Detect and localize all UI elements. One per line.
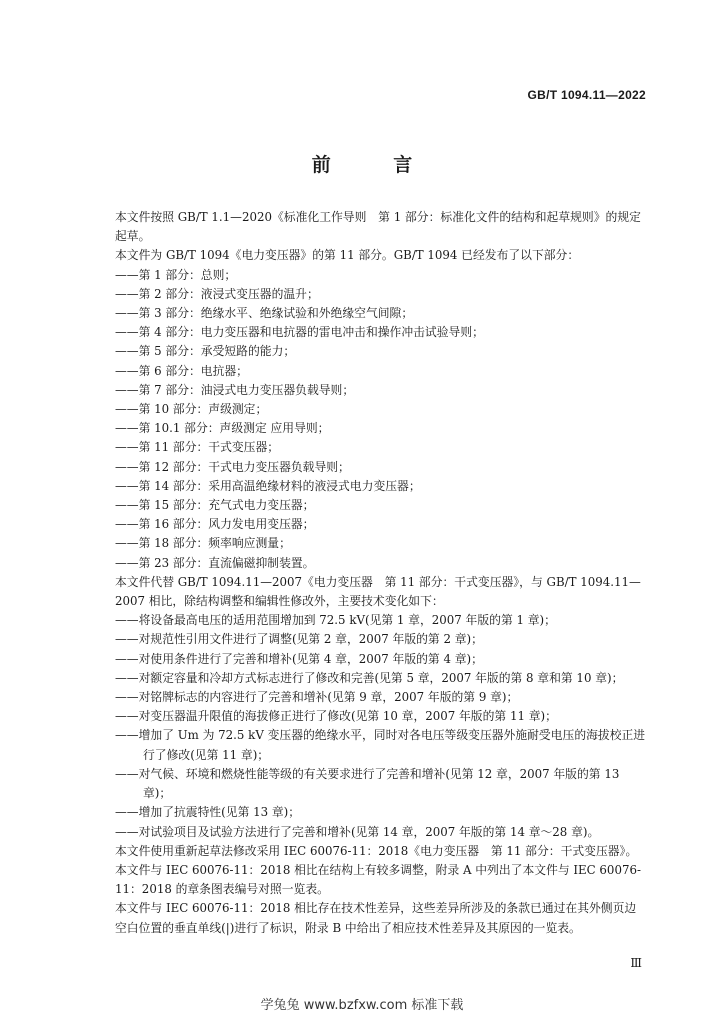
list-item-part: ——第 15 部分：充气式电力变压器； xyxy=(115,498,315,513)
list-item-change: ——对气候、环境和燃烧性能等级的有关要求进行了完善和增补(见第 12 章，2007 年版的第 13 章)； xyxy=(115,766,620,801)
list-item-part: ——第 18 部分：频率响应测量； xyxy=(115,536,291,551)
paragraph-iec-adoption: 本文件使用重新起草法修改采用 IEC 60076-11：2018《电力变压器 第 11 部分：干式变压器》。 xyxy=(115,843,638,858)
paragraph-structure-differences: 本文件与 IEC 60076-11：2018 相比在结构上有较多调整，附录 A 中列出了本文件与 IEC 60076-11：2018 的章条图表编号对照一览表。 xyxy=(115,862,641,897)
document-body xyxy=(115,208,647,938)
list-item-change: ——将设备最高电压的适用范围增加到 72.5 kV(见第 1 章，2007 年版的第 1 章)； xyxy=(115,613,556,628)
list-item-change: ——对额定容量和冷却方式标志进行了修改和完善(见第 5 章，2007 年版的第 8 章和第 10 章)； xyxy=(115,670,624,685)
list-item-change: ——对变压器温升限值的海拔修正进行了修改(见第 10 章，2007 年版的第 11 章)； xyxy=(115,709,557,724)
paragraph-technical-differences: 本文件与 IEC 60076-11：2018 相比存在技术性差异，这些差异所涉及的条款已通过在其外侧页边空白位置的垂直单线(|)进行了标识，附录 B 中给出了相应技术性差异及其原因的一览表。 xyxy=(115,901,637,935)
list-item-change: ——对规范性引用文件进行了调整(见第 2 章，2007 年版的第 2 章)； xyxy=(115,632,483,647)
footer-watermark: 学兔兔 www.bzfxw.com 标准下载 xyxy=(260,998,464,1013)
list-item-part: ——第 23 部分：直流偏磁抑制装置。 xyxy=(115,555,315,570)
list-item-part: ——第 12 部分：干式电力变压器负载导则； xyxy=(115,459,350,474)
page-title: 前 言 xyxy=(311,154,441,176)
page-number: Ⅲ xyxy=(630,956,642,970)
list-item-part: ——第 6 部分：电抗器； xyxy=(115,363,248,378)
list-item-part: ——第 10.1 部分：声级测定 应用导则； xyxy=(115,421,330,436)
list-item-change: ——对铭牌标志的内容进行了完善和增补(见第 9 章，2007 年版的第 9 章)； xyxy=(115,690,519,705)
list-item-part: ——第 1 部分：总则； xyxy=(115,267,237,282)
paragraph-drafting-rules: 本文件按照 GB/T 1.1—2020《标准化工作导则 第 1 部分：标准化文件的结构和起草规则》的规定起草。 xyxy=(115,210,641,244)
list-item-part: ——第 16 部分：风力发电用变压器； xyxy=(115,517,315,532)
list-item-part: ——第 11 部分：干式变压器； xyxy=(115,440,280,455)
list-item-change: ——增加了 Um 为 72.5 kV 变压器的绝缘水平，同时对各电压等级变压器外施耐受电压的海拔校正进行了修改(见第 11 章)； xyxy=(115,728,646,762)
list-item-part: ——第 3 部分：绝缘水平、绝缘试验和外绝缘空气间隙； xyxy=(115,306,414,321)
list-item-part: ——第 10 部分：声级测定； xyxy=(115,402,268,417)
paragraph-replacement: 本文件代替 GB/T 1094.11—2007《电力变压器 第 11 部分：干式变压器》，与 GB/T 1094.11—2007 相比，除结构调整和编辑性修改外，主要技术变化如下： xyxy=(115,574,641,609)
list-item-part: ——第 4 部分：电力变压器和电抗器的雷电冲击和操作冲击试验导则； xyxy=(115,325,484,340)
list-item-change: ——增加了抗震特性(见第 13 章)； xyxy=(115,805,301,820)
list-item-part: ——第 2 部分：液浸式变压器的温升； xyxy=(115,286,319,301)
list-item-part: ——第 14 部分：采用高温绝缘材料的液浸式电力变压器； xyxy=(115,478,421,493)
list-item-change: ——对使用条件进行了完善和增补(见第 4 章，2007 年版的第 4 章)； xyxy=(115,651,483,666)
paragraph-series-intro: 本文件为 GB/T 1094《电力变压器》的第 11 部分。GB/T 1094 已经发布了以下部分： xyxy=(115,248,580,263)
list-item-change: ——对试验项目及试验方法进行了完善和增补(见第 14 章，2007 年版的第 14 章～28 章)。 xyxy=(115,824,600,839)
standard-code: GB/T 1094.11—2022 xyxy=(527,88,646,102)
list-item-part: ——第 5 部分：承受短路的能力； xyxy=(115,344,296,359)
list-item-part: ——第 7 部分：油浸式电力变压器负载导则； xyxy=(115,382,355,397)
